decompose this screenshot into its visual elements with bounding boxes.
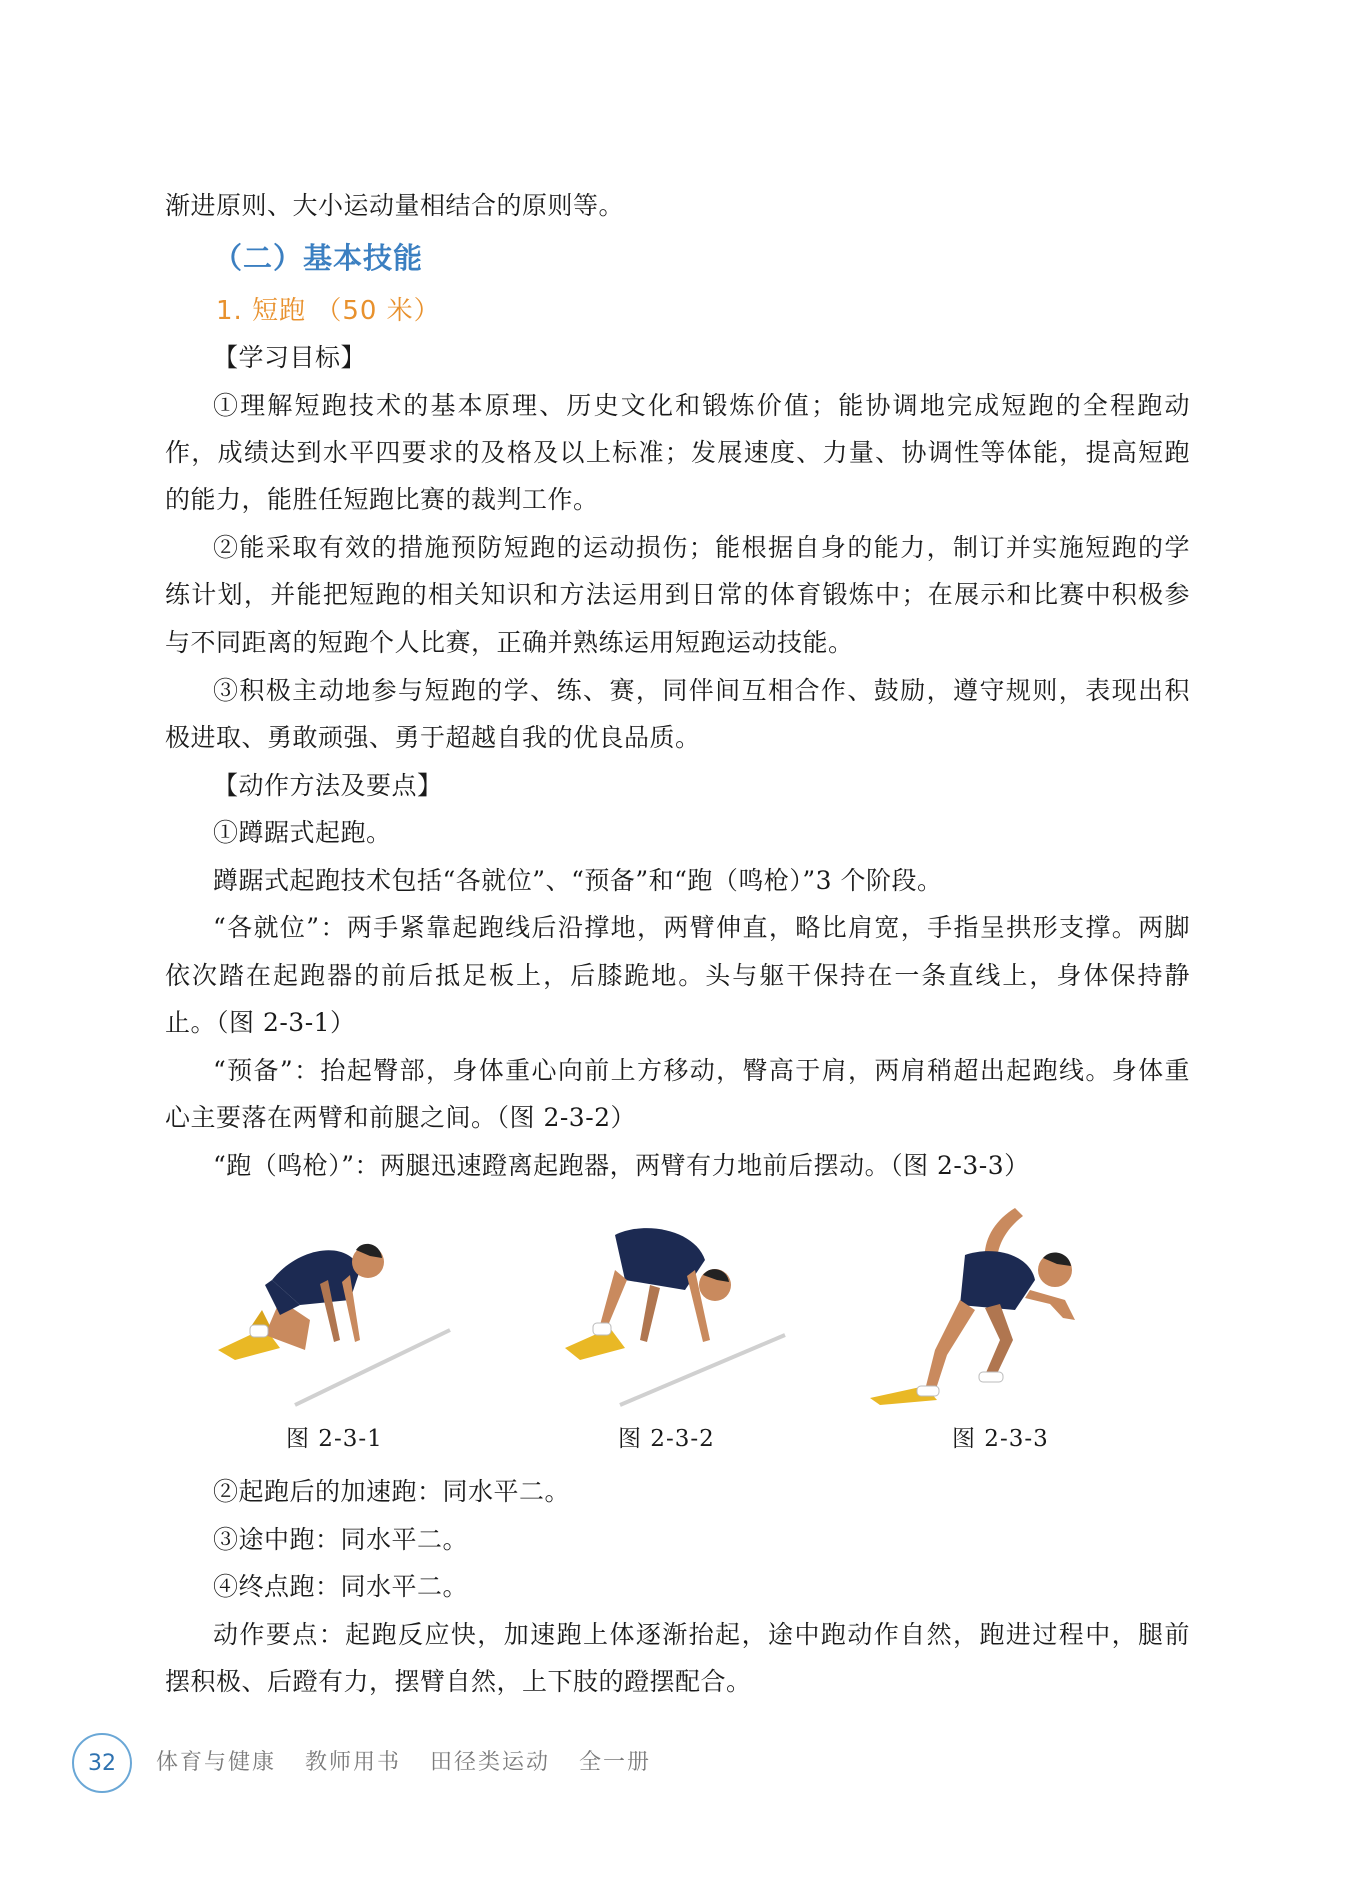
paragraph-line: “跑（鸣枪）”：两腿迅速蹬离起跑器，两臂有力地前后摆动。（图 2-3-3） (213, 1151, 1030, 1180)
footer-book: 体育与健康 (156, 1750, 277, 1775)
paragraph-line: 止。（图 2-3-1） (165, 1008, 356, 1037)
footer-volume: 全一册 (579, 1750, 652, 1775)
paragraph-line: ③积极主动地参与短跑的学、练、赛，同伴间互相合作、鼓励，遵守规则，表现出积 (213, 676, 1190, 705)
paragraph-line: 动作要点：起跑反应快，加速跑上体逐渐抬起，途中跑动作自然，跑进过程中，腿前 (213, 1620, 1190, 1649)
paragraph-line: 蹲踞式起跑技术包括“各就位”、“预备”和“跑（鸣枪）”3 个阶段。 (213, 866, 943, 895)
footer-role: 教师用书 (305, 1750, 402, 1775)
paragraph-line: 心主要落在两臂和前腿之间。（图 2-3-2） (165, 1103, 637, 1132)
paragraph-line: 练计划，并能把短跑的相关知识和方法运用到日常的体育锻炼中；在展示和比赛中积极参 (165, 580, 1190, 609)
figure-caption: 图 2-3-3 (952, 1426, 1049, 1452)
paragraph-line: 与不同距离的短跑个人比赛，正确并熟练运用短跑运动技能。 (165, 628, 854, 657)
paragraph-line: ①理解短跑技术的基本原理、历史文化和锻炼价值；能协调地完成短跑的全程跑动 (213, 391, 1190, 420)
figure-caption: 图 2-3-2 (618, 1426, 715, 1452)
figure-caption: 图 2-3-1 (286, 1426, 383, 1452)
paragraph-line: ③途中跑：同水平二。 (213, 1525, 469, 1554)
paragraph-line: 渐进原则、大小运动量相结合的原则等。 (165, 191, 625, 220)
paragraph-line: “预备”：抬起臀部，身体重心向前上方移动，臀高于肩，两肩稍超出起跑线。身体重 (213, 1056, 1190, 1085)
figure-set (555, 1200, 805, 1415)
paragraph-line: 依次踏在起跑器的前后抵足板上，后膝跪地。头与躯干保持在一条直线上，身体保持静 (165, 961, 1190, 990)
figure-go (865, 1200, 1125, 1415)
footer-topic: 田径类运动 (430, 1750, 551, 1775)
paragraph-line: ④终点跑：同水平二。 (213, 1572, 469, 1601)
figure-on-your-marks (210, 1200, 460, 1415)
paragraph-line: ②起跑后的加速跑：同水平二。 (213, 1477, 571, 1506)
method-title: 【动作方法及要点】 (213, 771, 443, 800)
section-heading: （二）基本技能 (213, 241, 424, 275)
paragraph-line: 的能力，能胜任短跑比赛的裁判工作。 (165, 485, 599, 514)
page-number: 32 (72, 1733, 132, 1793)
paragraph-line: ②能采取有效的措施预防短跑的运动损伤；能根据自身的能力，制订并实施短跑的学 (213, 533, 1190, 562)
paragraph-line: 摆积极、后蹬有力，摆臂自然，上下肢的蹬摆配合。 (165, 1667, 752, 1696)
paragraph-line: 作，成绩达到水平四要求的及格及以上标准；发展速度、力量、协调性等体能，提高短跑 (165, 438, 1190, 467)
paragraph-line: ①蹲踞式起跑。 (213, 818, 392, 847)
paragraph-line: 极进取、勇敢顽强、勇于超越自我的优良品质。 (165, 723, 701, 752)
goals-title: 【学习目标】 (213, 343, 367, 372)
subsection-heading: 1. 短跑 （50 米） (216, 296, 441, 326)
paragraph-line: “各就位”：两手紧靠起跑线后沿撑地，两臂伸直，略比肩宽，手指呈拱形支撑。两脚 (213, 913, 1190, 942)
running-footer (156, 1745, 671, 1776)
